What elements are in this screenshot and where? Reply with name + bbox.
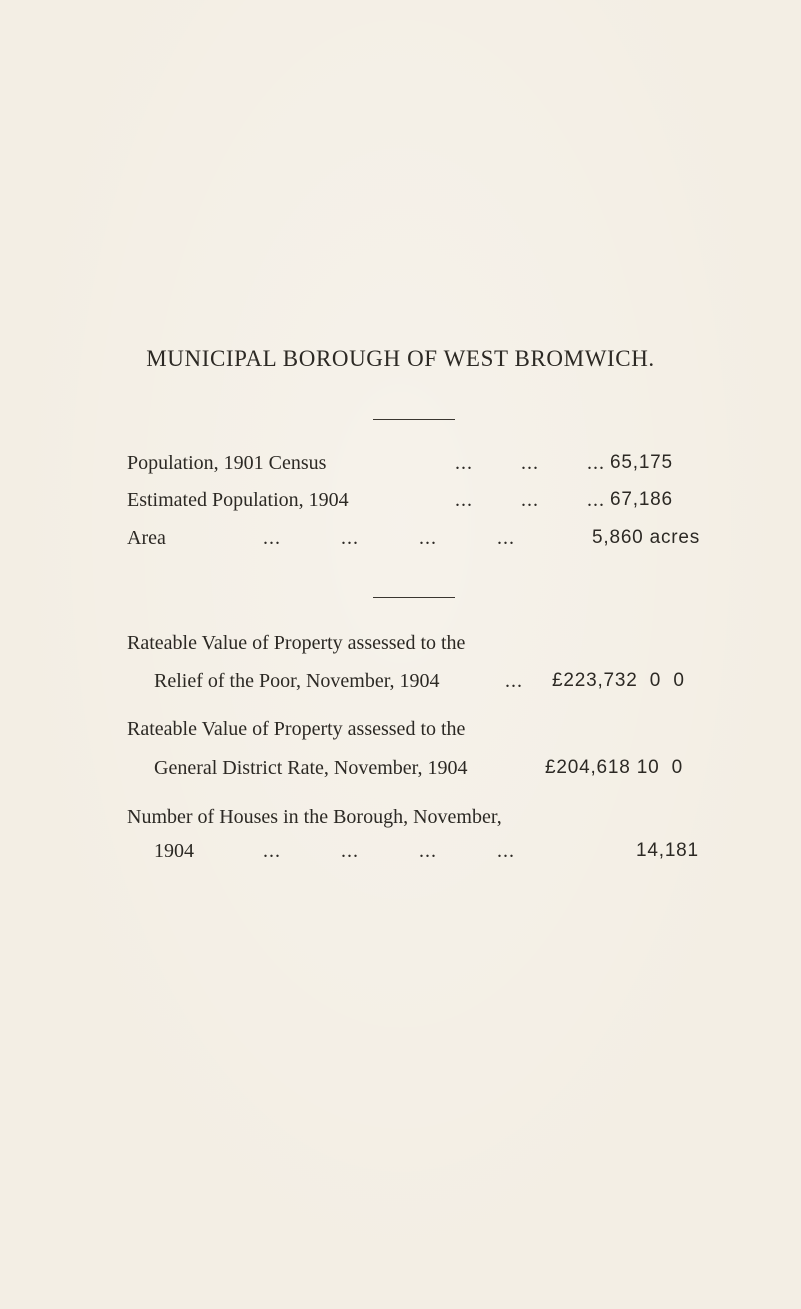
rateable-poor-line2: Relief of the Poor, November, 1904 <box>154 670 440 692</box>
houses-value: 14,181 <box>636 840 699 861</box>
houses-leaders: ... ... ... ... <box>263 840 515 862</box>
divider-middle <box>373 597 455 598</box>
rateable-poor-line1: Rateable Value of Property assessed to the <box>127 632 466 654</box>
page-title: MUNICIPAL BOROUGH OF WEST BROMWICH. <box>146 346 655 371</box>
rateable-poor-value: £223,732 0 0 <box>552 670 685 691</box>
stat-leaders-area: ... ... ... ... <box>263 527 515 549</box>
houses-line1: Number of Houses in the Borough, November, <box>127 806 502 828</box>
stat-label-estimated-population-1904: Estimated Population, 1904 <box>127 489 349 511</box>
stat-value-estimated-population-1904: 67,186 <box>610 489 673 510</box>
rateable-district-line1: Rateable Value of Property assessed to the <box>127 718 466 740</box>
stat-value-population-1901: 65,175 <box>610 452 673 473</box>
divider-top <box>373 419 455 420</box>
rateable-district-line2: General District Rate, November, 1904 <box>154 757 468 779</box>
rateable-district-value: £204,618 10 0 <box>545 757 683 778</box>
stat-leaders-population-1901: ... ... ... <box>455 452 605 474</box>
stat-label-area: Area <box>127 527 166 549</box>
stat-label-population-1901: Population, 1901 Census <box>127 452 327 474</box>
stat-value-area: 5,860 acres <box>592 527 701 548</box>
rateable-poor-leaders: ... <box>505 670 523 692</box>
houses-line2: 1904 <box>154 840 194 862</box>
stat-leaders-estimated-population-1904: ... ... ... <box>455 489 605 511</box>
